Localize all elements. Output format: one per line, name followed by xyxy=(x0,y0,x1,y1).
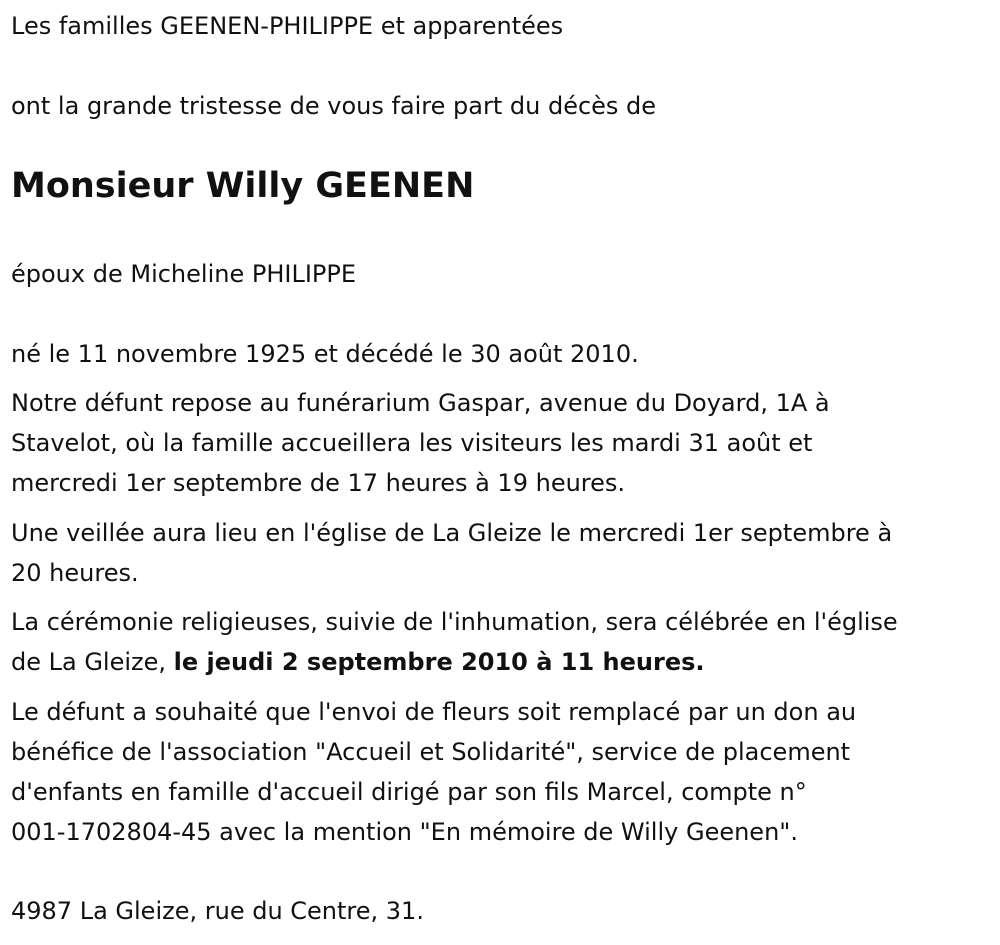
dates-line: né le 11 novembre 1925 et décédé le 30 août 2010. xyxy=(11,340,639,368)
families-line: Les familles GEENEN-PHILIPPE et apparentées xyxy=(11,12,564,40)
ceremony-line-1: La cérémonie religieuses, suivie de l'inhumation, sera célébrée en l'église xyxy=(11,608,898,636)
ceremony-line-2 xyxy=(11,642,705,682)
vigil-line-2: 20 heures. xyxy=(11,559,139,587)
vigil-line-1: Une veillée aura lieu en l'église de La Gleize le mercredi 1er septembre à xyxy=(11,519,893,547)
flowers-line-2: bénéfice de l'association "Accueil et Solidarité", service de placement xyxy=(11,738,851,766)
resting-place-line-3: mercredi 1er septembre de 17 heures à 19 heures. xyxy=(11,469,626,497)
address-line: 4987 La Gleize, rue du Centre, 31. xyxy=(11,897,424,925)
flowers-line-3: d'enfants en famille d'accueil dirigé par son fils Marcel, compte n° xyxy=(11,778,807,806)
intro-line: ont la grande tristesse de vous faire part du décès de xyxy=(11,92,657,120)
ceremony-date-time: le jeudi 2 septembre 2010 à 11 heures. xyxy=(173,648,705,676)
flowers-line-1: Le défunt a souhaité que l'envoi de fleurs soit remplacé par un don au xyxy=(11,698,857,726)
deceased-name: Monsieur Willy GEENEN xyxy=(11,166,475,206)
spouse-line: époux de Micheline PHILIPPE xyxy=(11,260,356,288)
resting-place-line-2: Stavelot, où la famille accueillera les visiteurs les mardi 31 août et xyxy=(11,429,813,457)
flowers-line-4: 001-1702804-45 avec la mention "En mémoire de Willy Geenen". xyxy=(11,818,798,846)
resting-place-line-1: Notre défunt repose au funérarium Gaspar, avenue du Doyard, 1A à xyxy=(11,389,830,417)
ceremony-location: de La Gleize, xyxy=(11,648,174,676)
